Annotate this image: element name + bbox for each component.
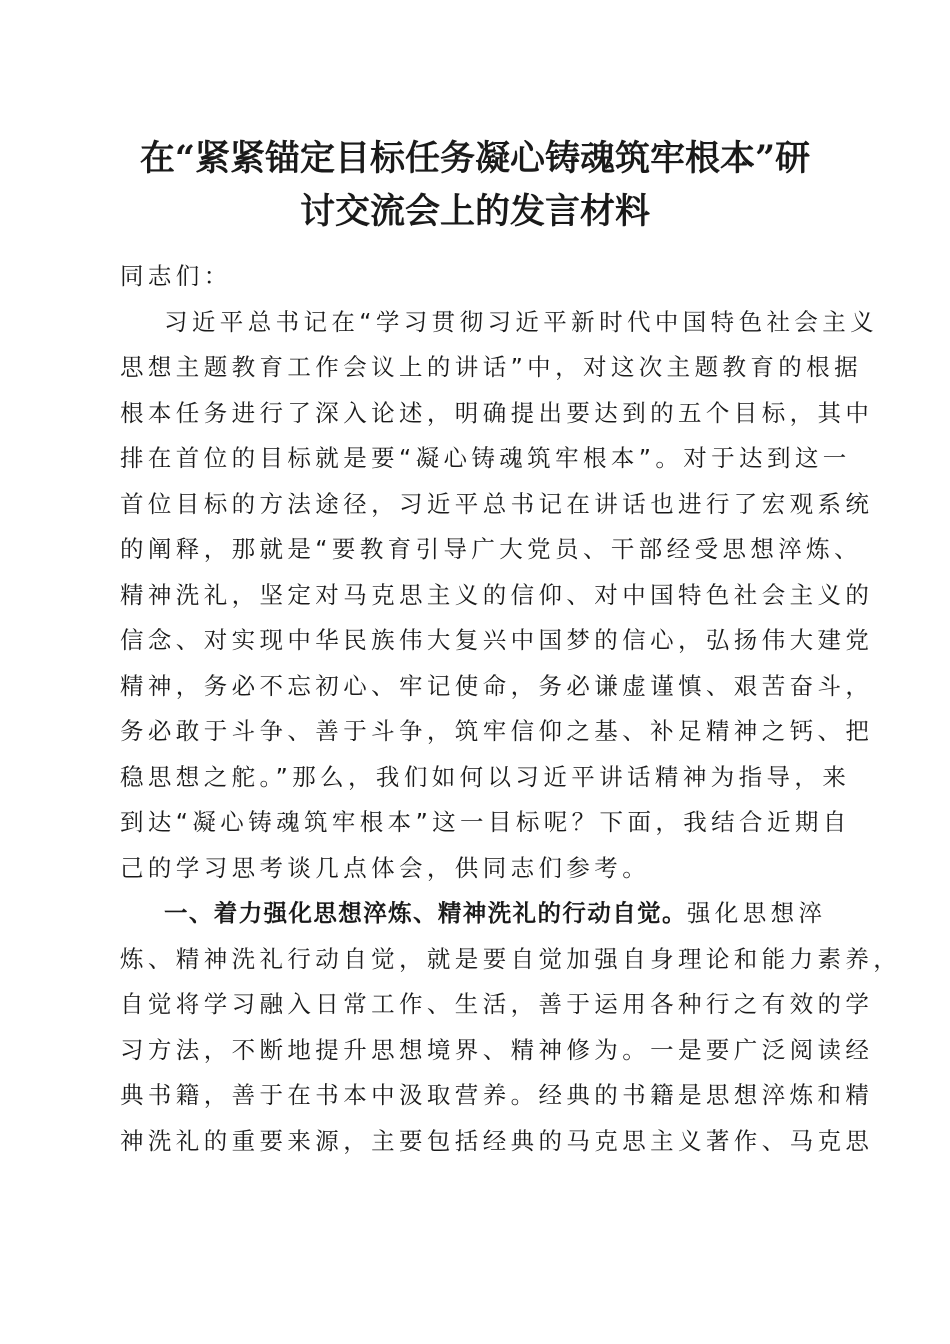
paragraph-line: 首位目标的方法途径，习近平总书记在讲话也进行了宏观系统 bbox=[120, 489, 874, 518]
paragraph-line: 习方法，不断地提升思想境界、精神修为。一是要广泛阅读经 bbox=[120, 1035, 874, 1064]
paragraph-line: 习近平总书记在“学习贯彻习近平新时代中国特色社会主义 bbox=[164, 307, 879, 336]
paragraph-1 bbox=[120, 300, 879, 892]
paragraph-line: 神洗礼的重要来源，主要包括经典的马克思主义著作、马克思 bbox=[120, 1126, 874, 1155]
paragraph-line: 根本任务进行了深入论述，明确提出要达到的五个目标，其中 bbox=[120, 398, 874, 427]
title-line-2: 讨交流会上的发言材料 bbox=[299, 191, 650, 232]
salutation: 同志们： bbox=[120, 262, 232, 290]
paragraph-line: 排在首位的目标就是要“凝心铸魂筑牢根本”。对于达到这一 bbox=[120, 444, 851, 472]
paragraph-line: 精神，务必不忘初心、牢记使命，务必谦虚谨慎、艰苦奋斗， bbox=[120, 671, 874, 700]
paragraph-line: 的阐释，那就是“要教育引导广大党员、干部经受思想淬炼、 bbox=[120, 535, 862, 563]
document-body bbox=[120, 254, 902, 1164]
paragraph-line: 稳思想之舵。”那么，我们如何以习近平讲话精神为指导，来 bbox=[120, 762, 851, 791]
paragraph-line: 精神洗礼，坚定对马克思主义的信仰、对中国特色社会主义的 bbox=[120, 580, 874, 609]
document-title bbox=[100, 132, 850, 238]
paragraph-line: 己的学习思考谈几点体会，供同志们参考。 bbox=[120, 853, 651, 882]
title-line-1: 在“紧紧锚定目标任务凝心铸魂筑牢根本”研 bbox=[139, 138, 811, 179]
paragraph-line: 信念、对实现中华民族伟大复兴中国梦的信心，弘扬伟大建党 bbox=[120, 626, 874, 654]
section-1 bbox=[120, 891, 902, 1164]
section-1-first-line bbox=[120, 891, 840, 937]
section-1-first-line-text: 强化思想淬 bbox=[686, 899, 827, 927]
paragraph-line: 务必敢于斗争、善于斗争，筑牢信仰之基、补足精神之钙、把 bbox=[120, 717, 874, 745]
paragraph-line: 思想主题教育工作会议上的讲话”中，对这次主题教育的根据 bbox=[120, 353, 862, 381]
paragraph-line: 典书籍，善于在书本中汲取营养。经典的书籍是思想淬炼和精 bbox=[120, 1081, 874, 1109]
paragraph-line: 炼、精神洗礼行动自觉，就是要自觉加强自身理论和能力素养， bbox=[120, 944, 902, 973]
paragraph-line: 到达“凝心铸魂筑牢根本”这一目标呢？下面，我结合近期自 bbox=[120, 808, 851, 836]
section-1-heading: 一、着力强化思想淬炼、精神洗礼的行动自觉。 bbox=[164, 899, 687, 927]
paragraph-line: 自觉将学习融入日常工作、生活，善于运用各种行之有效的学 bbox=[120, 990, 874, 1018]
